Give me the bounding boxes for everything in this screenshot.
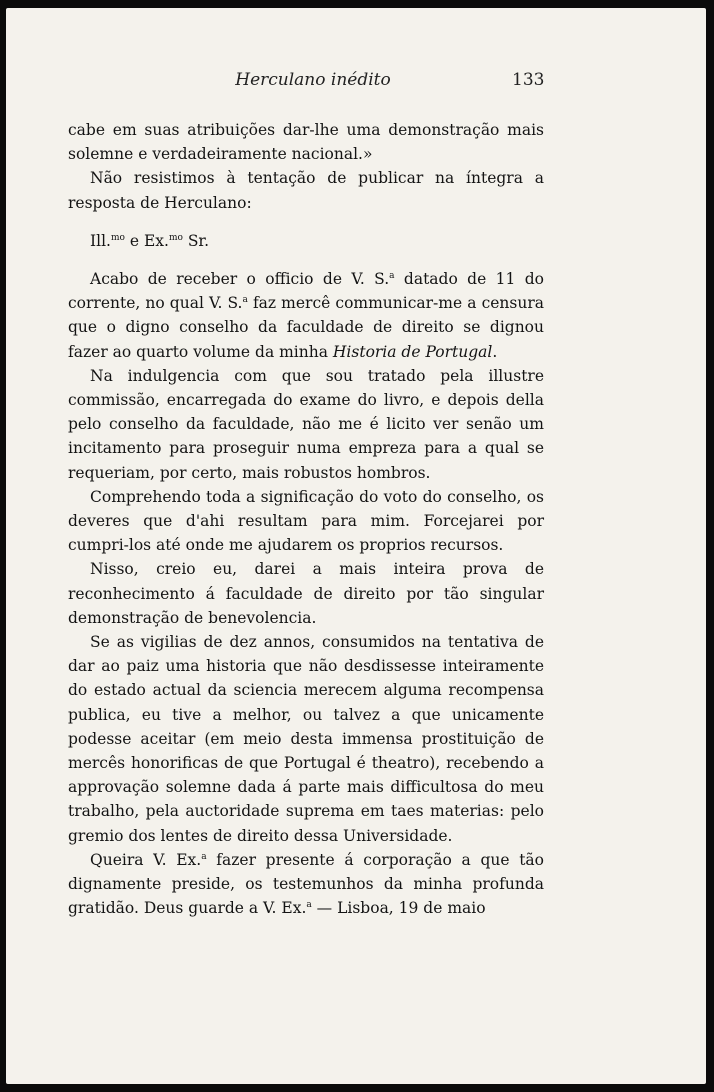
paragraph	[68, 848, 544, 921]
page-header	[6, 70, 706, 98]
paragraph: Não resistimos à tentação de publicar na íntegra a resposta de Herculano:	[68, 169, 544, 212]
page-number: 133	[512, 70, 545, 90]
paragraph: Comprehendo toda a significação do voto do conselho, os deveres que d'ahi resultam para mim. Forcejarei por cumpri-los até onde me ajudarem os proprios recursos.	[68, 487, 544, 555]
salutation-text: Sr.	[182, 231, 210, 250]
text-run: fazer presente á corporação a que tão dignamente preside, os testemunhos da minha profunda gratidão. Deus guarde a V. Ex.	[68, 850, 544, 918]
running-title: Herculano inédito	[235, 70, 391, 90]
paragraph: Nisso, creio eu, darei a mais inteira prova de reconhecimento á faculdade de direito por tão singular demonstração de benevolencia.	[68, 560, 544, 627]
paragraph	[68, 267, 544, 364]
superscript: a	[201, 851, 207, 862]
letter-salutation	[68, 229, 544, 253]
body-text	[68, 118, 544, 921]
superscript: mo	[110, 232, 125, 243]
book-title: Historia de Portugal	[332, 342, 493, 361]
paragraph: cabe em suas atribuições dar-lhe uma demonstração mais solemne e verdadeiramente nacional.»	[68, 121, 544, 164]
text-run: — Lisboa, 19 de maio	[311, 899, 486, 918]
salutation-text: Ill.	[90, 231, 111, 250]
text-run: datado de 11 do corrente, no qual V. S.	[68, 270, 544, 313]
superscript: a	[389, 270, 395, 281]
superscript: a	[242, 295, 248, 306]
paragraph: Na indulgencia com que sou tratado pela illustre commissão, encarregada do exame do livro, e depois della pelo conselho da faculdade, não me é licito ver senão um incitamento para proseguir numa empreza para a qual se requeriam, por certo, mais robustos hombros.	[68, 366, 544, 482]
text-run: faz mercê communicar-me a censura que o digno conselho da faculdade de direito se dignou fazer ao quarto volume da minha	[68, 294, 544, 361]
salutation-text: e Ex.	[124, 231, 169, 250]
text-run: Queira V. Ex.	[90, 850, 202, 869]
superscript: mo	[168, 232, 183, 243]
text-run: Acabo de receber o officio de V. S.	[90, 270, 390, 289]
text-run: .	[492, 342, 498, 361]
superscript: a	[306, 900, 312, 911]
paragraph: Se as vigilias de dez annos, consumidos na tentativa de dar ao paiz uma historia que não desdissesse inteiramente do estado actual da sciencia merecem alguma recompensa publica, eu tive a melhor, ou talvez a que unicamente podesse aceitar (em meio desta immensa prostituição de mercês honorificas de que Portugal é theatro), recebendo a approvação solemne dada á parte mais difficultosa do meu trabalho, pela auctoridade suprema em taes materias: pelo gremio dos lentes de direito dessa Universidade.	[68, 633, 544, 845]
